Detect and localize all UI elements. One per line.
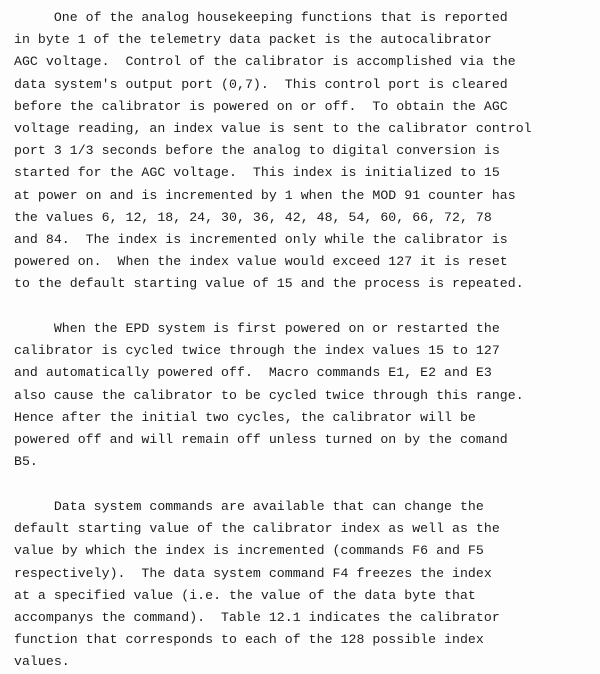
- text-line: port 3 1/3 seconds before the analog to digital conversion is: [14, 143, 500, 159]
- text-line: and automatically powered off. Macro commands E1, E2 and E3: [14, 365, 492, 381]
- text-line: powered on. When the index value would exceed 127 it is reset: [14, 254, 508, 270]
- text-line: AGC voltage. Control of the calibrator is accomplished via the: [14, 54, 516, 70]
- text-line: One of the analog housekeeping functions that is reported: [14, 10, 508, 25]
- paragraph-calibrator-cycle: [14, 318, 594, 473]
- paragraph-data-system-commands: [14, 496, 594, 674]
- text-line: Hence after the initial two cycles, the calibrator will be: [14, 409, 476, 425]
- text-line: started for the AGC voltage. This index is initialized to 15: [14, 165, 500, 181]
- text-line: values.: [14, 654, 70, 670]
- text-line: at a specified value (i.e. the value of the data byte that: [14, 587, 476, 603]
- text-line: respectively). The data system command F4 freezes the index: [14, 565, 492, 581]
- text-line: and 84. The index is incremented only while the calibrator is: [14, 231, 508, 247]
- paragraph-agc-voltage: [14, 7, 594, 295]
- text-line: function that corresponds to each of the 128 possible index: [14, 632, 484, 648]
- text-line: data system's output port (0,7). This control port is cleared: [14, 76, 508, 92]
- text-line: accompanys the command). Table 12.1 indicates the calibrator: [14, 609, 500, 625]
- text-line: default starting value of the calibrator index as well as the: [14, 521, 500, 537]
- text-line: to the default starting value of 15 and the process is repeated.: [14, 276, 524, 292]
- text-line: at power on and is incremented by 1 when the MOD 91 counter has: [14, 187, 516, 203]
- text-line: also cause the calibrator to be cycled twice through this range.: [14, 387, 524, 403]
- text-line: calibrator is cycled twice through the index values 15 to 127: [14, 343, 500, 359]
- text-line: the values 6, 12, 18, 24, 30, 36, 42, 48, 54, 60, 66, 72, 78: [14, 209, 492, 225]
- text-line: powered off and will remain off unless turned on by the comand: [14, 431, 508, 447]
- text-line: Data system commands are available that can change the: [14, 499, 484, 514]
- text-line: voltage reading, an index value is sent to the calibrator control: [14, 120, 532, 136]
- text-line: before the calibrator is powered on or off. To obtain the AGC: [14, 98, 508, 114]
- text-line: value by which the index is incremented (commands F6 and F5: [14, 543, 484, 559]
- text-line: in byte 1 of the telemetry data packet is the autocalibrator: [14, 32, 492, 48]
- text-line: When the EPD system is first powered on or restarted the: [14, 321, 500, 336]
- text-line: B5.: [14, 454, 38, 470]
